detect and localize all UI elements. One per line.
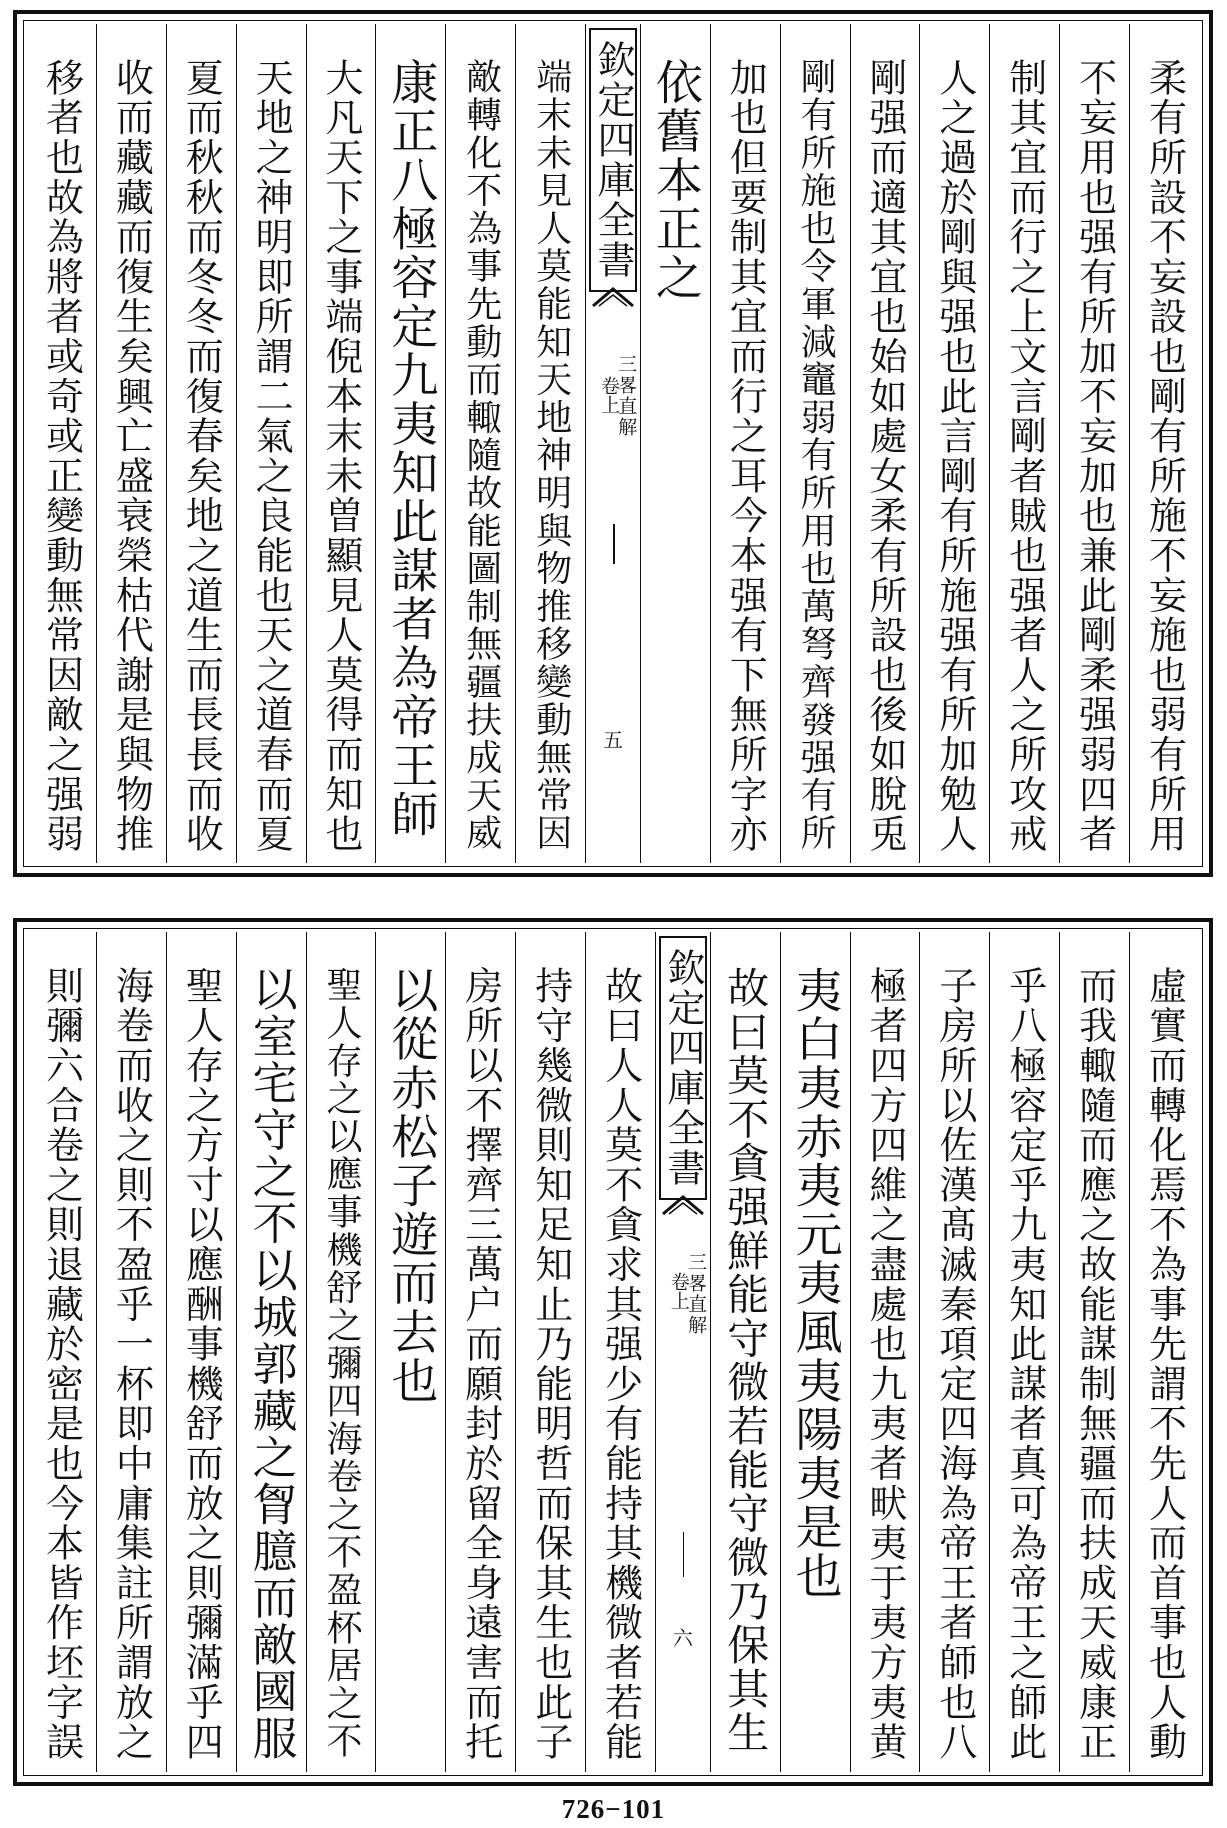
column-text: 夷白夷赤夷元夷風夷陽夷是也 [787, 966, 843, 1601]
text-column [307, 932, 377, 1772]
column-text: 加也但要制其宜而行之耳今本强有下無所字亦 [723, 58, 768, 854]
text-column [97, 932, 167, 1772]
bottom-page-columns [27, 932, 1199, 1772]
fish-tail-ornament-icon [591, 286, 635, 308]
text-column [711, 24, 781, 863]
text-column [641, 24, 711, 863]
center-banner [656, 932, 711, 1772]
text-column [1130, 932, 1199, 1772]
column-text: 制其宜而行之上文言剛者賊也强者人之所攻戒 [1002, 58, 1047, 854]
text-column [920, 24, 990, 863]
column-text: 移者也故為將者或奇或正變動無常因敵之强弱 [39, 58, 84, 854]
bottom-page [13, 918, 1213, 1786]
column-text: 持守幾微則知足知止乃能明哲而保其生也此子 [528, 966, 573, 1762]
text-column [27, 932, 97, 1772]
column-text: 天地之神明即所謂二氣之良能也天之道春而夏 [249, 58, 294, 854]
column-text: 康正八極容定九夷知此謀者為帝王師 [383, 58, 439, 839]
column-text: 海卷而收之則不盈乎一杯即中庸集註所謂放之 [109, 966, 154, 1762]
text-column [1060, 932, 1130, 1772]
column-text: 依舊本正之 [647, 58, 703, 302]
text-column [711, 932, 781, 1772]
text-column [781, 932, 851, 1772]
column-text: 乎八極容定乎九夷知此謀者真可為帝王之師此 [1002, 966, 1047, 1762]
top-page [13, 10, 1213, 877]
banner-rule [683, 1532, 685, 1577]
text-column [990, 24, 1060, 863]
text-column [27, 24, 97, 863]
banner-title: 欽定四庫全書 [589, 28, 637, 292]
banner-book-title: 三畧直解 [685, 1252, 708, 1336]
column-text: 聖人存之以應事機舒之彌四海卷之不盈杯居之不 [321, 966, 363, 1760]
center-banner [586, 24, 641, 863]
column-text: 則彌六合卷之則退藏於密是也今本皆作坯字誤 [39, 966, 84, 1762]
banner-volume: 卷上 [598, 376, 621, 414]
column-text: 極者四方四維之盡處也九夷者畎夷于夷方夷黄 [862, 966, 907, 1762]
text-column [1130, 24, 1199, 863]
banner-page-number: 五 [603, 728, 623, 752]
text-column [1060, 24, 1130, 863]
column-text: 而我輙隨而應之故能謀制無疆而扶成天威康正 [1072, 966, 1117, 1762]
column-text: 敵轉化不為事先動而輙隨故能圖制無疆扶成天威 [460, 58, 502, 852]
text-column [446, 932, 516, 1772]
column-text: 柔有所設不妄設也剛有所施不妄施也弱有所用 [1142, 58, 1187, 854]
text-column [237, 24, 307, 863]
column-text: 房所以不擇齊三萬户而願封於留全身遠害而托 [458, 966, 503, 1762]
text-column [376, 24, 446, 863]
column-text: 端末未見人莫能知天地神明與物推移變動無常因 [530, 58, 572, 852]
column-text: 以室宅守之不以城郭藏之胷臆而敵國服 [244, 966, 298, 1762]
text-column [307, 24, 377, 863]
column-text: 大凡天下之事端倪本末未曽顯見人莫得而知也 [319, 58, 364, 854]
column-text: 剛强而適其宜也始如處女柔有所設也後如脫兎 [862, 58, 907, 854]
text-column [167, 932, 237, 1772]
column-text: 虛實而轉化焉不為事先謂不先人而首事也人動 [1142, 966, 1187, 1762]
text-column [990, 932, 1060, 1772]
fish-tail-ornament-icon [661, 1194, 705, 1216]
banner-book-title: 三畧直解 [615, 354, 638, 438]
text-column [920, 932, 990, 1772]
column-text: 收而藏藏而復生矣興亡盛衰榮枯代謝是與物推 [109, 58, 154, 854]
text-column [851, 24, 921, 863]
column-text: 不妄用也强有所加不妄加也兼此剛柔强弱四者 [1072, 58, 1117, 854]
column-text: 故曰人人莫不貪求其强少有能持其機微者若能 [598, 966, 643, 1762]
banner-volume: 卷上 [667, 1272, 690, 1310]
text-column [376, 932, 446, 1772]
folio-number: 726−101 [561, 1794, 666, 1824]
text-column [97, 24, 167, 863]
top-page-columns [27, 24, 1199, 863]
banner-rule [613, 524, 615, 564]
text-column [586, 932, 656, 1772]
column-text: 以從赤松子遊而去也 [383, 966, 439, 1406]
text-column [516, 24, 586, 863]
text-column [167, 24, 237, 863]
banner-page-number: 六 [672, 1626, 693, 1650]
text-column [781, 24, 851, 863]
column-text: 人之過於剛與强也此言剛有所施强有所加勉人 [932, 58, 977, 854]
banner-title: 欽定四庫全書 [659, 936, 707, 1200]
column-text: 聖人存之方寸以應酬事機舒而放之則彌滿乎四 [179, 966, 224, 1762]
text-column [516, 932, 586, 1772]
column-text: 子房所以佐漢髙滅秦項定四海為帝王者師也八 [932, 966, 977, 1762]
text-column [237, 932, 307, 1772]
text-column [851, 932, 921, 1772]
text-column [446, 24, 516, 863]
column-text: 夏而秋秋而冬冬而復春矣地之道生而長長而收 [179, 58, 224, 854]
column-text: 剛有所施也令軍減竈弱有所用也萬弩齊發强有所 [795, 58, 837, 852]
column-text: 故曰莫不貪强鮮能守微若能守微乃保其生 [721, 966, 771, 1755]
